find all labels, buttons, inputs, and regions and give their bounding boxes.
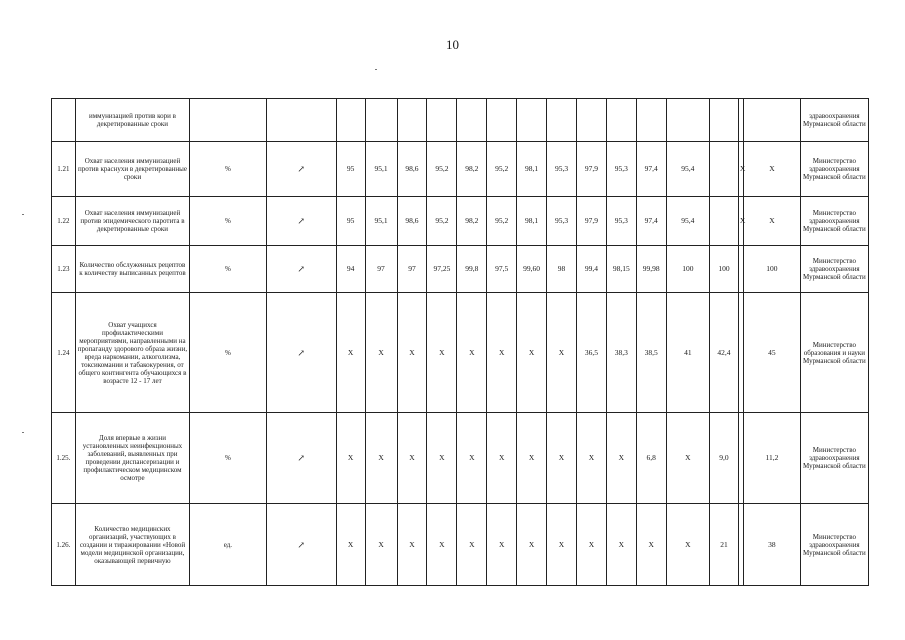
value-cell: 95,3	[606, 142, 636, 197]
value-cell: 95	[336, 142, 365, 197]
table-row	[52, 293, 869, 413]
row-number-cell: 1.23	[52, 246, 76, 293]
value-cell: 99,98	[636, 246, 666, 293]
value-cell: X	[576, 504, 606, 586]
value-cell: 42,4	[710, 293, 739, 413]
value-cell: 95,2	[427, 142, 457, 197]
value-cell: X	[336, 413, 365, 504]
value-cell: 95,1	[365, 197, 397, 246]
scan-speck	[22, 214, 24, 215]
value-cell: X	[738, 142, 743, 197]
value-cell: X	[365, 504, 397, 586]
value-cell: X	[336, 504, 365, 586]
value-cell: 98,1	[517, 197, 547, 246]
value-cell	[576, 99, 606, 142]
value-cell: 95,3	[547, 197, 577, 246]
value-cell: X	[517, 413, 547, 504]
table-row	[52, 413, 869, 504]
indicator-name-cell: Охват учащихся профилактическими мероприятиями, направленными на пропаганду здорового образа жизни, вреда наркомании, алкоголизма, токсикомании и табакокурения, от общего контингента обучающихся в возрасте 12 - 17 лет	[75, 293, 190, 413]
value-cell: 99,60	[517, 246, 547, 293]
table-row	[52, 504, 869, 586]
indicator-name-cell: Количество медицинских организаций, участвующих в создании и тиражировании «Новой модели медицинской организации, оказывающей первичную	[75, 504, 190, 586]
trend-arrow-icon: ↗	[266, 197, 336, 246]
value-cell: 97,4	[636, 197, 666, 246]
unit-cell: %	[190, 413, 266, 504]
indicators-table	[51, 98, 869, 586]
responsible-cell: Министерство здравоохранения Мурманской области	[800, 246, 868, 293]
value-cell: 38	[744, 504, 801, 586]
indicator-name-cell: иммунизацией против кори в декретированные сроки	[75, 99, 190, 142]
value-cell: X	[744, 197, 801, 246]
row-number-cell	[52, 99, 76, 142]
value-cell: X	[397, 293, 427, 413]
responsible-cell: Министерство образования и науки Мурманской области	[800, 293, 868, 413]
value-cell: 38,3	[606, 293, 636, 413]
value-cell	[710, 99, 739, 142]
value-cell	[710, 197, 739, 246]
value-cell: 100	[666, 246, 709, 293]
row-number-cell: 1.21	[52, 142, 76, 197]
value-cell: X	[487, 413, 517, 504]
value-cell: 97,9	[576, 197, 606, 246]
unit-cell: ед.	[190, 504, 266, 586]
value-cell: 95,4	[666, 142, 709, 197]
value-cell: 41	[666, 293, 709, 413]
value-cell: 9,0	[710, 413, 739, 504]
value-cell: X	[606, 504, 636, 586]
value-cell: 21	[710, 504, 739, 586]
value-cell: 98,1	[517, 142, 547, 197]
unit-cell: %	[190, 197, 266, 246]
trend-arrow-icon	[266, 99, 336, 142]
value-cell: 98	[547, 246, 577, 293]
row-number-cell: 1.26.	[52, 504, 76, 586]
responsible-cell: здравоохранения Мурманской области	[800, 99, 868, 142]
value-cell: 97,4	[636, 142, 666, 197]
value-cell: X	[547, 293, 577, 413]
value-cell: 100	[710, 246, 739, 293]
value-cell	[666, 99, 709, 142]
trend-arrow-icon: ↗	[266, 504, 336, 586]
trend-arrow-icon: ↗	[266, 413, 336, 504]
value-cell: 98,2	[457, 142, 487, 197]
unit-cell: %	[190, 142, 266, 197]
value-cell: X	[547, 413, 577, 504]
value-cell: 11,2	[744, 413, 801, 504]
value-cell: 97	[397, 246, 427, 293]
value-cell: 95,2	[427, 197, 457, 246]
table-row	[52, 197, 869, 246]
value-cell: 95,3	[606, 197, 636, 246]
value-cell: 45	[744, 293, 801, 413]
value-cell: 95,1	[365, 142, 397, 197]
value-cell: 99,4	[576, 246, 606, 293]
value-cell	[487, 99, 517, 142]
value-cell: 99,8	[457, 246, 487, 293]
value-cell	[517, 99, 547, 142]
value-cell: X	[457, 413, 487, 504]
value-cell: 98,6	[397, 142, 427, 197]
value-cell: 38,5	[636, 293, 666, 413]
trend-arrow-icon: ↗	[266, 293, 336, 413]
value-cell: X	[457, 293, 487, 413]
value-cell: X	[576, 413, 606, 504]
trend-arrow-icon: ↗	[266, 246, 336, 293]
value-cell	[365, 99, 397, 142]
table-row	[52, 99, 869, 142]
value-cell	[397, 99, 427, 142]
value-cell: X	[744, 142, 801, 197]
value-cell: X	[427, 504, 457, 586]
page-number: 10	[446, 37, 459, 52]
responsible-cell: Министерство здравоохранения Мурманской области	[800, 197, 868, 246]
value-cell: 95,2	[487, 142, 517, 197]
table-row	[52, 246, 869, 293]
trend-arrow-icon: ↗	[266, 142, 336, 197]
value-cell: X	[738, 197, 743, 246]
value-cell	[427, 99, 457, 142]
value-cell: X	[666, 413, 709, 504]
value-cell: X	[397, 413, 427, 504]
value-cell: X	[517, 293, 547, 413]
value-cell: X	[365, 413, 397, 504]
value-cell	[457, 99, 487, 142]
indicator-name-cell: Доля впервые в жизни установленных неинфекционных заболеваний, выявленных при проведении диспансеризации и профилактическом медицинском осмотре	[75, 413, 190, 504]
indicator-name-cell: Количество обслуженных рецептов к количеству выписанных рецептов	[75, 246, 190, 293]
unit-cell: %	[190, 293, 266, 413]
value-cell: 36,5	[576, 293, 606, 413]
value-cell: X	[336, 293, 365, 413]
unit-cell: %	[190, 246, 266, 293]
value-cell: 97	[365, 246, 397, 293]
value-cell: X	[487, 504, 517, 586]
value-cell: 98,2	[457, 197, 487, 246]
value-cell: X	[397, 504, 427, 586]
value-cell	[710, 142, 739, 197]
responsible-cell: Министерство здравоохранения Мурманской области	[800, 413, 868, 504]
indicator-name-cell: Охват населения иммунизацией против эпидемического паротита в декретированные сроки	[75, 197, 190, 246]
responsible-cell: Министерство здравоохранения Мурманской области	[800, 504, 868, 586]
scan-speck	[22, 432, 24, 433]
value-cell: 95	[336, 197, 365, 246]
value-cell: X	[636, 504, 666, 586]
value-cell: 97,9	[576, 142, 606, 197]
row-number-cell: 1.25.	[52, 413, 76, 504]
value-cell: 6,8	[636, 413, 666, 504]
unit-cell	[190, 99, 266, 142]
value-cell: 95,2	[487, 197, 517, 246]
value-cell: X	[666, 504, 709, 586]
value-cell: 97,5	[487, 246, 517, 293]
value-cell	[636, 99, 666, 142]
value-cell: X	[487, 293, 517, 413]
value-cell: 100	[744, 246, 801, 293]
value-cell: 97,25	[427, 246, 457, 293]
value-cell: X	[606, 413, 636, 504]
value-cell: X	[517, 504, 547, 586]
scan-speck	[375, 69, 377, 70]
table-row	[52, 142, 869, 197]
responsible-cell: Министерство здравоохранения Мурманской области	[800, 142, 868, 197]
value-cell	[744, 99, 801, 142]
value-cell	[606, 99, 636, 142]
value-cell: 98,15	[606, 246, 636, 293]
value-cell: X	[427, 413, 457, 504]
value-cell	[336, 99, 365, 142]
value-cell: X	[457, 504, 487, 586]
row-number-cell: 1.24	[52, 293, 76, 413]
row-number-cell: 1.22	[52, 197, 76, 246]
value-cell: 94	[336, 246, 365, 293]
value-cell: X	[365, 293, 397, 413]
indicator-name-cell: Охват населения иммунизацией против краснухи в декретированные сроки	[75, 142, 190, 197]
value-cell: X	[547, 504, 577, 586]
value-cell: 95,4	[666, 197, 709, 246]
value-cell: 98,6	[397, 197, 427, 246]
value-cell: 95,3	[547, 142, 577, 197]
value-cell: X	[427, 293, 457, 413]
value-cell	[547, 99, 577, 142]
